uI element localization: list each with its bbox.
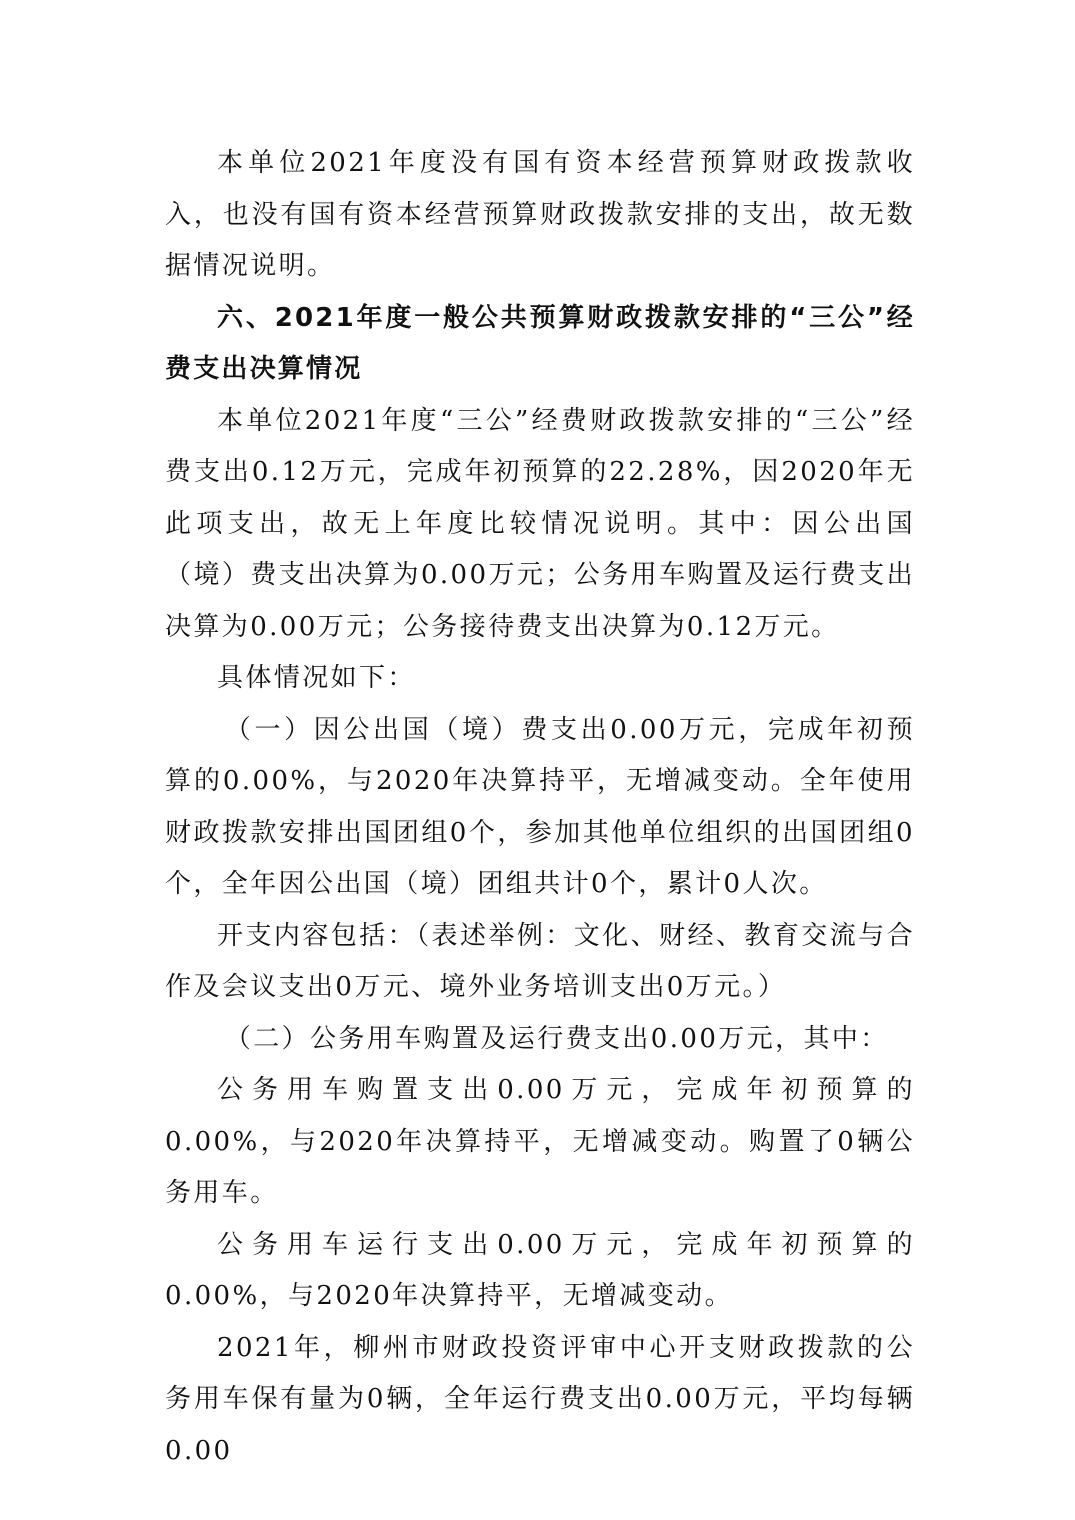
- paragraph-vehicle-holdings: 2021年，柳州市财政投资评审中心开支财政拨款的公务用车保有量为0辆，全年运行费支出0.00万元，平均每辆0.00: [165, 1332, 915, 1466]
- section-heading-three-public-expenses: 六、2021年度一般公共预算财政拨款安排的“三公”经费支出决算情况: [165, 302, 915, 384]
- paragraph-official-vehicles: （二）公务用车购置及运行费支出0.00万元，其中：: [224, 1023, 889, 1054]
- paragraph-expense-content: 开支内容包括：（表述举例：文化、财经、教育交流与合作及会议支出0万元、境外业务培训支出0万元。）: [165, 920, 915, 1002]
- paragraph-three-public-summary: 本单位2021年度“三公”经费财政拨款安排的“三公”经费支出0.12万元，完成年初预算的22.28%，因2020年无此项支出，故无上年度比较情况说明。其中：因公出国（境）费支出决算为0.00万元；公务用车购置及运行费支出决算为0.00万元；公务接待费支出决算为0.12万元。: [165, 405, 915, 642]
- paragraph-vehicle-operation: 公务用车运行支出0.00万元，完成年初预算的0.00%，与2020年决算持平，无增减变动。: [165, 1229, 915, 1311]
- paragraph-vehicle-purchase: 公务用车购置支出0.00万元，完成年初预算的0.00%，与2020年决算持平，无增减变动。购置了0辆公务用车。: [165, 1075, 915, 1208]
- paragraph-overseas-travel: （一）因公出国（境）费支出0.00万元，完成年初预算的0.00%，与2020年决算持平，无增减变动。全年使用财政拨款安排出国团组0个，参加其他单位组织的出国团组0个，全年因公出国（境）团组共计0个，累计0人次。: [165, 714, 915, 899]
- document-body: [165, 138, 915, 1477]
- paragraph-state-capital-budget: 本单位2021年度没有国有资本经营预算财政拨款收入，也没有国有资本经营预算财政拨款安排的支出，故无数据情况说明。: [165, 148, 915, 281]
- paragraph-details-intro: 具体情况如下：: [217, 663, 416, 693]
